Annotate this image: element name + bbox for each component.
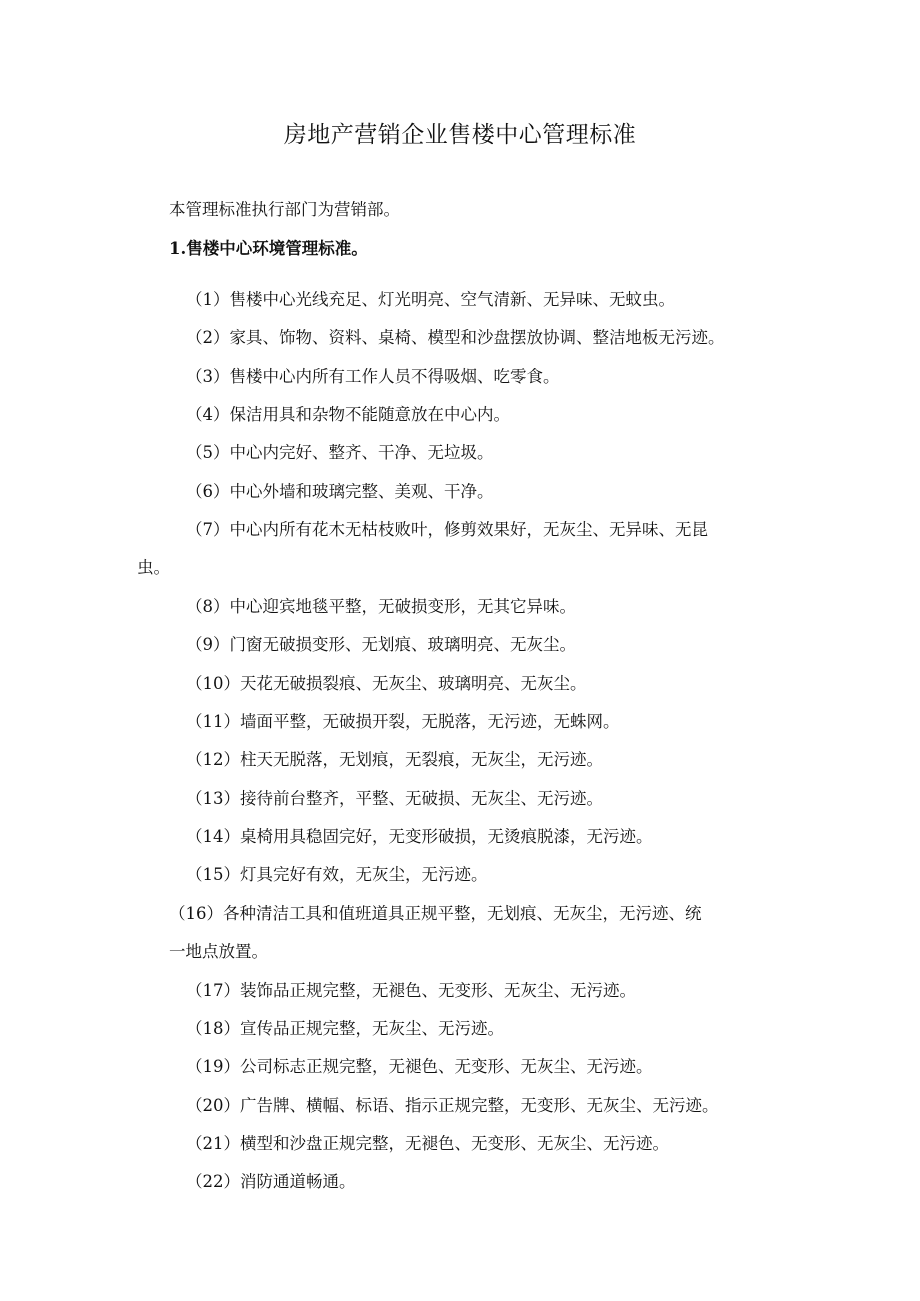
list-item: （18）宣传品正规完整，无灰尘、无污迹。: [186, 1019, 504, 1038]
document-title: 房地产营销企业售楼中心管理标准: [283, 122, 637, 148]
intro-paragraph: 本管理标准执行部门为营销部。: [169, 200, 400, 219]
list-item: （20）广告牌、横幅、标语、指示正规完整，无变形、无灰尘、无污迹。: [186, 1096, 719, 1115]
list-item: （15）灯具完好有效，无灰尘，无污迹。: [186, 865, 488, 884]
list-item: （14）桌椅用具稳固完好，无变形破损，无烫痕脱漆，无污迹。: [186, 827, 653, 846]
list-item: （3）售楼中心内所有工作人员不得吸烟、吃零食。: [186, 367, 560, 386]
list-item: （2）家具、饰物、资料、桌椅、模型和沙盘摆放协调、整洁地板无污迹。: [186, 328, 725, 347]
section-heading: 1.售楼中心环境管理标准。: [169, 239, 368, 258]
list-item: （19）公司标志正规完整，无褪色、无变形、无灰尘、无污迹。: [186, 1057, 653, 1076]
list-item: （22）消防通道畅通。: [186, 1172, 356, 1191]
list-item-continuation: 一地点放置。: [169, 942, 268, 961]
list-item: （11）墙面平整，无破损开裂，无脱落，无污迹，无蛛网。: [186, 712, 620, 731]
list-item: （7）中心内所有花木无枯枝败叶，修剪效果好，无灰尘、无异味、无昆: [186, 520, 708, 539]
list-item: （16）各种清洁工具和值班道具正规平整，无划痕、无灰尘，无污迹、统: [169, 904, 702, 923]
list-item: （5）中心内完好、整齐、干净、无垃圾。: [186, 443, 494, 462]
list-item: （4）保洁用具和杂物不能随意放在中心内。: [186, 405, 510, 424]
list-item: （13）接待前台整齐，平整、无破损、无灰尘、无污迹。: [186, 789, 603, 808]
list-item: （10）天花无破损裂痕、无灰尘、玻璃明亮、无灰尘。: [186, 674, 587, 693]
list-item: （8）中心迎宾地毯平整，无破损变形，无其它异味。: [186, 597, 576, 616]
list-item: （1）售楼中心光线充足、灯光明亮、空气清新、无异味、无蚊虫。: [186, 290, 675, 309]
list-item: （17）装饰品正规完整，无褪色、无变形、无灰尘、无污迹。: [186, 981, 636, 1000]
list-item: （21）横型和沙盘正规完整，无褪色、无变形、无灰尘、无污迹。: [186, 1134, 669, 1153]
list-item: （9）门窗无破损变形、无划痕、玻璃明亮、无灰尘。: [186, 635, 576, 654]
list-item-continuation: 虫。: [137, 558, 170, 577]
list-item: （12）柱天无脱落，无划痕，无裂痕，无灰尘，无污迹。: [186, 750, 603, 769]
list-item: （6）中心外墙和玻璃完整、美观、干净。: [186, 482, 494, 501]
